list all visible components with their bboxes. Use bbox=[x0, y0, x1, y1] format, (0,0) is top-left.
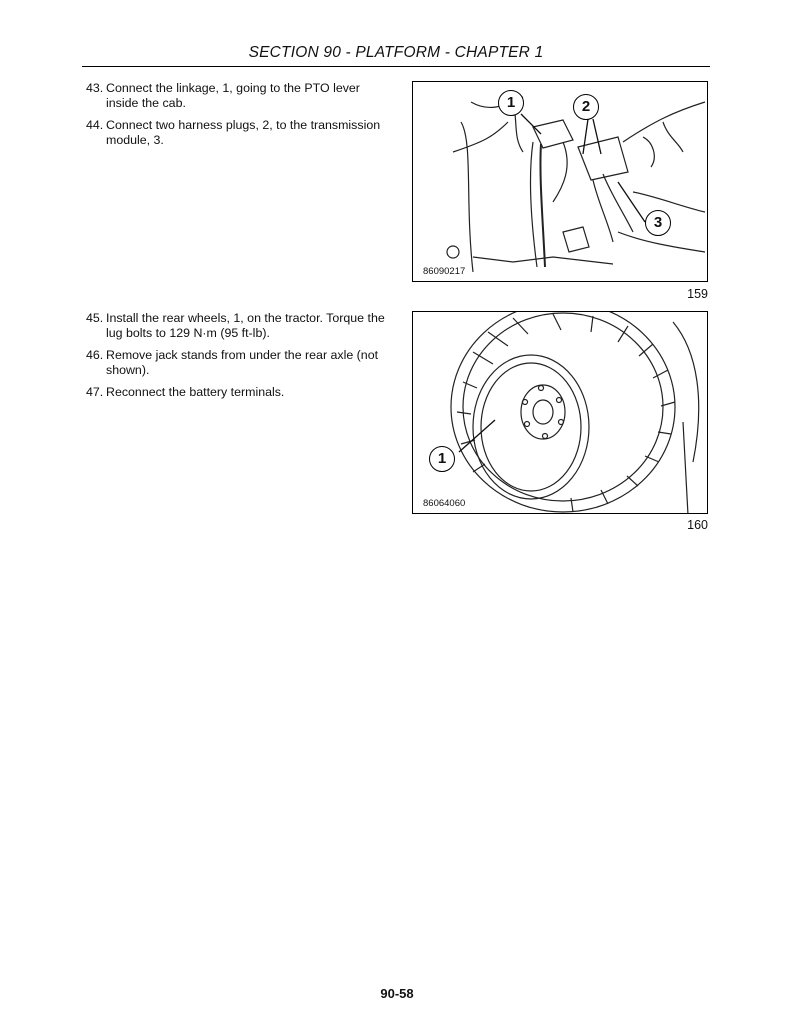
step-number: 46. bbox=[86, 348, 104, 362]
wheel-line-drawing bbox=[413, 312, 708, 514]
page-number: 90-58 bbox=[380, 986, 414, 1001]
instruction-list-b bbox=[86, 311, 386, 407]
instruction-list-a bbox=[86, 81, 386, 155]
step-text: Install the rear wheels, 1, on the tractor. Torque the lug bolts to 129 N·m (95 ft-lb). bbox=[106, 311, 385, 340]
callout-1: 1 bbox=[498, 90, 524, 116]
step-number: 45. bbox=[86, 311, 104, 325]
step-43 bbox=[86, 81, 386, 111]
step-45 bbox=[86, 311, 386, 341]
callout-1: 1 bbox=[429, 446, 455, 472]
step-text: Connect two harness plugs, 2, to the transmission module, 3. bbox=[106, 118, 381, 147]
step-number: 43. bbox=[86, 81, 104, 95]
step-text: Remove jack stands from under the rear axle (not shown). bbox=[106, 348, 379, 377]
step-47 bbox=[86, 385, 386, 400]
figure-code: 86090217 bbox=[423, 266, 466, 277]
harness-line-drawing bbox=[413, 82, 708, 282]
figure-code: 86064060 bbox=[423, 498, 466, 509]
step-number: 47. bbox=[86, 385, 104, 399]
callout-3: 3 bbox=[645, 210, 671, 236]
step-number: 44. bbox=[86, 118, 104, 132]
figure-number: 160 bbox=[687, 518, 708, 532]
step-text: Reconnect the battery terminals. bbox=[106, 385, 285, 399]
header-divider bbox=[82, 66, 710, 67]
figure-number: 159 bbox=[687, 287, 708, 301]
figure-159-harness-illustration bbox=[412, 81, 708, 282]
step-text: Connect the linkage, 1, going to the PTO lever inside the cab. bbox=[106, 81, 360, 110]
section-header: SECTION 90 - PLATFORM - CHAPTER 1 bbox=[248, 44, 544, 61]
callout-2: 2 bbox=[573, 94, 599, 120]
figure-160-rear-wheel-illustration bbox=[412, 311, 708, 514]
step-44 bbox=[86, 118, 386, 148]
step-46 bbox=[86, 348, 386, 378]
